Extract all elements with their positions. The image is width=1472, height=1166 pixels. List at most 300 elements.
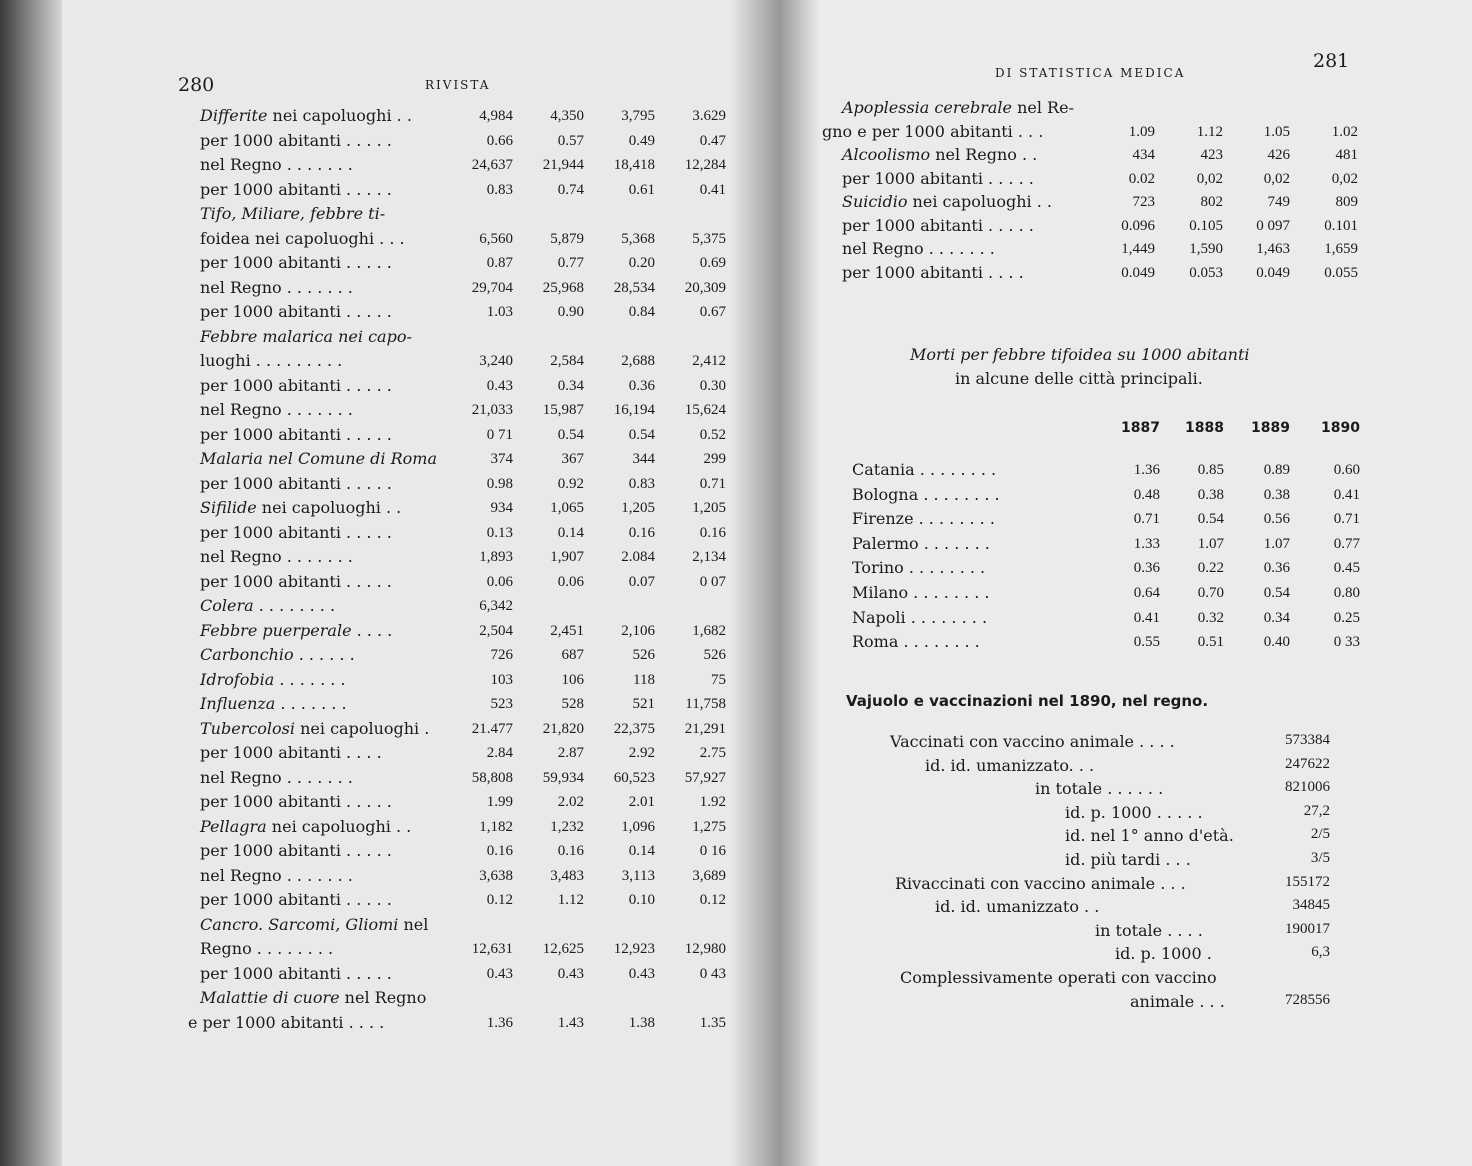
city-value: 0 33 bbox=[1333, 634, 1360, 651]
city-value: 0.71 bbox=[1333, 511, 1360, 528]
table-row bbox=[0, 790, 780, 814]
vaccination-value: 573384 bbox=[1285, 732, 1330, 748]
row-label: Tubercolosi nei capoluoghi . bbox=[200, 718, 430, 738]
row-label: per 1000 abitanti . . . . . bbox=[200, 375, 392, 395]
city-name: Milano . . . . . . . . bbox=[852, 583, 990, 602]
row-value: 0.54 bbox=[628, 426, 655, 443]
row-value: 0.06 bbox=[486, 573, 513, 590]
row-value: 1.35 bbox=[699, 1014, 726, 1031]
city-value: 0.54 bbox=[1263, 585, 1290, 601]
row-value: 2.084 bbox=[621, 549, 655, 565]
table-row bbox=[0, 300, 780, 324]
row-label: nel Regno . . . . . . . bbox=[200, 865, 353, 885]
table-row bbox=[0, 986, 780, 1010]
row-value: 723 bbox=[1132, 194, 1155, 210]
row-value: 1,275 bbox=[692, 818, 726, 835]
row-value: 3,483 bbox=[550, 867, 584, 884]
row-value: 0.34 bbox=[557, 377, 584, 394]
page-number-left: 280 bbox=[178, 74, 215, 96]
vaccination-line: Rivaccinati con vaccino animale . . . bbox=[895, 873, 1186, 893]
row-value: 802 bbox=[1200, 194, 1223, 210]
vaccination-value: 27,2 bbox=[1303, 802, 1330, 819]
row-value: 0.43 bbox=[557, 965, 584, 982]
row-value: 0.47 bbox=[699, 132, 726, 149]
row-label: nel Regno . . . . . . . bbox=[200, 277, 353, 297]
row-label: Cancro. Sarcomi, Gliomi nel bbox=[200, 914, 429, 934]
city-value: 0.54 bbox=[1197, 511, 1224, 528]
row-value: 58,808 bbox=[471, 769, 513, 786]
vaccination-heading: Vajuolo e vaccinazioni nel 1890, nel regno. bbox=[846, 692, 1209, 710]
city-value: 0.45 bbox=[1333, 560, 1360, 577]
vaccination-value: 34845 bbox=[1292, 897, 1330, 914]
vaccination-value: 728556 bbox=[1285, 991, 1330, 1008]
row-value: 2,134 bbox=[692, 549, 726, 565]
row-label: Regno . . . . . . . . bbox=[200, 939, 334, 958]
row-value: 5,368 bbox=[621, 230, 655, 247]
row-label: per 1000 abitanti . . . . . bbox=[200, 130, 392, 150]
row-value: 0 71 bbox=[486, 426, 513, 443]
row-value: 3,113 bbox=[621, 867, 655, 884]
city-value: 0.89 bbox=[1263, 462, 1290, 478]
row-value: 3,638 bbox=[479, 867, 513, 884]
row-value: 21,291 bbox=[684, 720, 726, 737]
row-value: 2,584 bbox=[550, 353, 584, 369]
row-value: 12,631 bbox=[471, 941, 513, 957]
city-value: 0.38 bbox=[1263, 486, 1290, 503]
table-row bbox=[0, 864, 780, 888]
row-value: 0.10 bbox=[628, 892, 655, 908]
year-header: 1888 bbox=[1185, 420, 1224, 436]
row-value: 0.43 bbox=[486, 377, 513, 394]
vaccination-line: id. p. 1000 . . . . . bbox=[1065, 802, 1203, 822]
row-value: 29,704 bbox=[471, 279, 513, 296]
row-value: 2,688 bbox=[621, 353, 655, 369]
row-label: per 1000 abitanti . . . . . bbox=[200, 473, 392, 493]
row-value: 0.77 bbox=[557, 255, 584, 271]
row-value: 103 bbox=[490, 671, 513, 688]
city-value: 0.41 bbox=[1333, 486, 1360, 503]
city-name: Roma . . . . . . . . bbox=[852, 632, 980, 652]
row-label: nel Regno . . . . . . . bbox=[200, 547, 353, 566]
row-value: 344 bbox=[632, 451, 655, 467]
row-value: 0.90 bbox=[557, 304, 584, 320]
row-value: 1,205 bbox=[621, 500, 655, 516]
row-value: 15,987 bbox=[542, 402, 584, 418]
row-value: 12,923 bbox=[613, 941, 655, 957]
row-value: 21,944 bbox=[542, 157, 584, 173]
row-value: 809 bbox=[1335, 194, 1358, 210]
row-value: 1,449 bbox=[1121, 241, 1155, 257]
row-value: 0.74 bbox=[557, 181, 584, 198]
city-name: Firenze . . . . . . . . bbox=[852, 509, 995, 529]
row-label: luoghi . . . . . . . . . bbox=[200, 351, 343, 370]
row-value: 726 bbox=[490, 647, 513, 663]
table-row bbox=[0, 668, 780, 692]
vaccination-line: Vaccinati con vaccino animale . . . . bbox=[890, 732, 1175, 751]
row-value: 0.61 bbox=[628, 181, 655, 198]
vaccination-line: animale . . . bbox=[1130, 991, 1225, 1011]
table-row bbox=[0, 717, 780, 741]
vaccination-value: 6,3 bbox=[1311, 944, 1330, 961]
row-label: nel Regno . . . . . . . bbox=[200, 767, 353, 787]
city-row bbox=[780, 458, 1472, 482]
table-row bbox=[0, 227, 780, 251]
row-value: 0.36 bbox=[628, 377, 655, 394]
table-row bbox=[0, 619, 780, 643]
vaccination-value: 247622 bbox=[1285, 755, 1330, 772]
vaccination-value: 2/5 bbox=[1310, 826, 1330, 843]
city-row bbox=[780, 630, 1472, 654]
page-number-right: 281 bbox=[1313, 50, 1350, 72]
year-header: 1887 bbox=[1121, 420, 1160, 436]
row-value: 528 bbox=[561, 696, 584, 712]
table-row bbox=[0, 570, 780, 594]
row-value: 1.43 bbox=[557, 1014, 584, 1031]
row-value: 0 07 bbox=[699, 573, 726, 590]
vaccination-line: in totale . . . . . . bbox=[1035, 779, 1164, 799]
row-value: 0.16 bbox=[628, 524, 655, 541]
row-label: per 1000 abitanti . . . . . bbox=[200, 841, 392, 860]
table-row bbox=[780, 96, 1472, 120]
row-label: Influenza . . . . . . . bbox=[200, 694, 347, 713]
table-row bbox=[0, 913, 780, 937]
table-row bbox=[780, 190, 1472, 214]
vaccination-value: 155172 bbox=[1285, 873, 1330, 890]
row-value: 523 bbox=[490, 696, 513, 712]
row-label: Febbre puerperale . . . . bbox=[200, 620, 393, 640]
row-label: Idrofobia . . . . . . . bbox=[200, 669, 346, 689]
row-value: 21,820 bbox=[542, 720, 584, 737]
city-value: 0.40 bbox=[1263, 634, 1290, 651]
city-value: 0.36 bbox=[1263, 560, 1290, 577]
table-row bbox=[0, 349, 780, 373]
city-name: Palermo . . . . . . . bbox=[852, 533, 990, 553]
row-value: 0.13 bbox=[486, 524, 513, 541]
row-value: 75 bbox=[711, 671, 726, 688]
row-value: 0.92 bbox=[557, 475, 584, 492]
table-row bbox=[0, 888, 780, 912]
vaccination-line: id. p. 1000 . bbox=[1115, 944, 1212, 964]
row-value: 1,205 bbox=[692, 500, 726, 516]
row-value: 0.055 bbox=[1324, 264, 1358, 281]
table-row bbox=[0, 521, 780, 545]
row-value: 0.02 bbox=[1128, 170, 1155, 187]
row-value: 434 bbox=[1132, 147, 1155, 163]
row-value: 1.02 bbox=[1331, 123, 1358, 140]
table-row bbox=[780, 261, 1472, 285]
row-value: 21.477 bbox=[471, 720, 513, 737]
row-value: 0.83 bbox=[628, 475, 655, 492]
row-label: per 1000 abitanti . . . . . bbox=[842, 168, 1034, 188]
row-value: 0.67 bbox=[699, 304, 726, 320]
row-value: 526 bbox=[703, 647, 726, 663]
city-value: 0.70 bbox=[1197, 585, 1224, 601]
row-value: 299 bbox=[703, 451, 726, 467]
row-value: 57,927 bbox=[684, 769, 726, 786]
city-value: 0.34 bbox=[1263, 609, 1290, 626]
row-value: 0.096 bbox=[1121, 217, 1155, 234]
city-value: 0.77 bbox=[1333, 535, 1360, 552]
row-value: 0.30 bbox=[699, 377, 726, 394]
table-row bbox=[0, 594, 780, 618]
row-value: 3,240 bbox=[479, 353, 513, 369]
row-value: 106 bbox=[561, 671, 584, 688]
row-label: e per 1000 abitanti . . . . bbox=[188, 1012, 385, 1032]
row-value: 0.69 bbox=[699, 255, 726, 271]
row-value: 0.14 bbox=[557, 524, 584, 541]
row-value: 1,182 bbox=[479, 818, 513, 835]
row-value: 12,284 bbox=[684, 157, 726, 173]
row-value: 1,590 bbox=[1189, 241, 1223, 257]
row-value: 118 bbox=[633, 671, 655, 688]
row-value: 0,02 bbox=[1331, 170, 1358, 187]
vaccination-value: 3/5 bbox=[1310, 850, 1330, 866]
row-value: 1.92 bbox=[699, 794, 726, 810]
row-value: 1.09 bbox=[1128, 123, 1155, 140]
row-value: 0.16 bbox=[699, 524, 726, 541]
row-value: 2,504 bbox=[479, 622, 513, 639]
row-value: 0.41 bbox=[699, 181, 726, 198]
row-value: 1.12 bbox=[557, 892, 584, 908]
row-value: 0.07 bbox=[628, 573, 655, 590]
table-row bbox=[0, 325, 780, 349]
row-value: 3,795 bbox=[621, 108, 655, 124]
row-value: 0.84 bbox=[628, 304, 655, 320]
row-value: 0.049 bbox=[1121, 264, 1155, 281]
row-value: 0.16 bbox=[486, 843, 513, 859]
row-value: 0.12 bbox=[486, 892, 513, 908]
row-label: Tifo, Miliare, febbre ti- bbox=[200, 204, 386, 223]
row-label: Colera . . . . . . . . bbox=[200, 596, 336, 615]
row-label: Pellagra nei capoluoghi . . bbox=[200, 816, 412, 836]
city-value: 1.33 bbox=[1133, 535, 1160, 552]
table-row bbox=[0, 398, 780, 422]
table-row bbox=[0, 178, 780, 202]
city-value: 0.25 bbox=[1333, 609, 1360, 626]
row-label: per 1000 abitanti . . . . . bbox=[200, 571, 392, 591]
row-value: 0.66 bbox=[486, 132, 513, 149]
row-value: 426 bbox=[1267, 147, 1290, 163]
row-value: 12,980 bbox=[684, 941, 726, 957]
city-value: 0.22 bbox=[1197, 560, 1224, 577]
row-value: 0.87 bbox=[486, 255, 513, 271]
row-value: 4,984 bbox=[479, 108, 513, 124]
row-value: 749 bbox=[1267, 194, 1290, 210]
table-row bbox=[780, 237, 1472, 261]
row-value: 1,096 bbox=[621, 818, 655, 835]
row-value: 1,893 bbox=[479, 549, 513, 565]
table-row bbox=[0, 251, 780, 275]
year-header: 1889 bbox=[1251, 420, 1290, 436]
row-value: 2.92 bbox=[628, 745, 655, 761]
row-value: 25,968 bbox=[542, 279, 584, 296]
row-value: 0.49 bbox=[628, 132, 655, 149]
row-value: 2.87 bbox=[557, 745, 584, 761]
vaccination-line: id. id. umanizzato . . bbox=[935, 897, 1100, 917]
row-value: 1,682 bbox=[692, 622, 726, 639]
row-value: 0,02 bbox=[1196, 170, 1223, 187]
row-value: 2.75 bbox=[699, 745, 726, 761]
row-label: Malaria nel Comune di Roma bbox=[200, 449, 437, 468]
row-value: 2.01 bbox=[628, 794, 655, 810]
running-head-right: DI STATISTICA MEDICA bbox=[995, 66, 1186, 80]
row-value: 367 bbox=[561, 451, 584, 467]
table-row bbox=[780, 214, 1472, 238]
row-value: 1,065 bbox=[550, 500, 584, 516]
table-row bbox=[0, 447, 780, 471]
row-label: per 1000 abitanti . . . . . bbox=[200, 792, 392, 811]
row-value: 687 bbox=[561, 647, 584, 663]
row-value: 0 43 bbox=[699, 965, 726, 982]
row-value: 934 bbox=[490, 500, 513, 516]
row-label: per 1000 abitanti . . . . bbox=[842, 262, 1024, 282]
row-value: 2,106 bbox=[621, 622, 655, 639]
row-label: per 1000 abitanti . . . . bbox=[200, 743, 382, 762]
row-value: 0.101 bbox=[1324, 217, 1358, 234]
city-row bbox=[780, 507, 1472, 531]
row-label: nel Regno . . . . . . . bbox=[842, 239, 995, 258]
row-value: 3.629 bbox=[692, 108, 726, 124]
city-name: Catania . . . . . . . . bbox=[852, 460, 997, 479]
row-value: 374 bbox=[490, 451, 513, 467]
row-value: 5,375 bbox=[692, 230, 726, 247]
vaccination-line: in totale . . . . bbox=[1095, 920, 1203, 940]
table-row bbox=[0, 839, 780, 863]
row-value: 18,418 bbox=[613, 157, 655, 173]
row-label: Differite nei capoluoghi . . bbox=[200, 106, 412, 125]
row-label: per 1000 abitanti . . . . . bbox=[200, 179, 392, 199]
city-value: 0.51 bbox=[1197, 634, 1224, 651]
city-value: 1.07 bbox=[1197, 535, 1224, 552]
row-value: 481 bbox=[1335, 147, 1358, 163]
row-value: 20,309 bbox=[684, 279, 726, 296]
row-value: 60,523 bbox=[613, 769, 655, 786]
city-value: 0.80 bbox=[1333, 585, 1360, 601]
city-name: Bologna . . . . . . . . bbox=[852, 484, 1000, 504]
row-value: 0.54 bbox=[557, 426, 584, 443]
row-value: 21,033 bbox=[471, 402, 513, 418]
row-value: 0.52 bbox=[699, 426, 726, 443]
table-row bbox=[780, 167, 1472, 191]
row-value: 521 bbox=[632, 696, 655, 712]
row-label: per 1000 abitanti . . . . . bbox=[200, 522, 392, 542]
city-value: 0.48 bbox=[1133, 486, 1160, 503]
row-value: 1.38 bbox=[628, 1014, 655, 1031]
row-label: nel Regno . . . . . . . bbox=[200, 155, 353, 174]
vaccination-line: Complessivamente operati con vaccino bbox=[900, 968, 1217, 987]
row-label: nel Regno . . . . . . . bbox=[200, 400, 353, 419]
row-value: 1,659 bbox=[1324, 241, 1358, 257]
city-row bbox=[780, 581, 1472, 605]
row-label: per 1000 abitanti . . . . . bbox=[842, 215, 1034, 235]
row-value: 28,534 bbox=[613, 279, 655, 296]
row-value: 1,907 bbox=[550, 549, 584, 565]
row-value: 11,758 bbox=[685, 696, 726, 712]
row-value: 59,934 bbox=[542, 769, 584, 786]
city-value: 0.38 bbox=[1197, 486, 1224, 503]
row-value: 2,412 bbox=[692, 353, 726, 369]
row-value: 0 097 bbox=[1256, 217, 1290, 234]
row-value: 0.049 bbox=[1256, 264, 1290, 281]
right-page bbox=[780, 0, 1472, 1166]
row-value: 0 16 bbox=[699, 843, 726, 859]
city-value: 0.64 bbox=[1133, 585, 1160, 601]
table-row bbox=[0, 496, 780, 520]
year-header: 1890 bbox=[1321, 420, 1360, 436]
city-value: 0.56 bbox=[1263, 511, 1290, 528]
row-value: 15,624 bbox=[684, 402, 726, 418]
row-value: 5,879 bbox=[550, 230, 584, 247]
row-value: 0.98 bbox=[486, 475, 513, 492]
row-value: 0.43 bbox=[486, 965, 513, 982]
row-value: 3,689 bbox=[692, 867, 726, 884]
row-label: Carbonchio . . . . . . bbox=[200, 645, 355, 664]
city-value: 1.07 bbox=[1263, 535, 1290, 552]
table-row bbox=[0, 129, 780, 153]
row-value: 1.03 bbox=[486, 304, 513, 320]
row-label: per 1000 abitanti . . . . . bbox=[200, 424, 392, 444]
vaccination-value: 821006 bbox=[1285, 779, 1330, 796]
vaccination-line: id. nel 1° anno d'età. bbox=[1065, 826, 1234, 846]
row-value: 12,625 bbox=[542, 941, 584, 957]
table-row bbox=[0, 962, 780, 986]
row-value: 1,232 bbox=[550, 818, 584, 835]
running-head-left: RIVISTA bbox=[425, 78, 491, 92]
table-row bbox=[0, 545, 780, 569]
table-row bbox=[0, 374, 780, 398]
row-value: 0.14 bbox=[628, 843, 655, 859]
row-value: 1.05 bbox=[1263, 123, 1290, 140]
row-value: 16,194 bbox=[613, 402, 655, 418]
row-value: 526 bbox=[632, 647, 655, 663]
table-row bbox=[0, 643, 780, 667]
row-value: 0.06 bbox=[557, 573, 584, 590]
row-value: 6,560 bbox=[479, 230, 513, 247]
row-value: 0.12 bbox=[699, 892, 726, 908]
row-value: 0.20 bbox=[628, 255, 655, 271]
table-row bbox=[0, 104, 780, 128]
city-name: Napoli . . . . . . . . bbox=[852, 607, 988, 627]
row-label: Alcoolismo nel Regno . . bbox=[842, 145, 1038, 164]
typhoid-caption-line1: Morti per febbre tifoidea su 1000 abitanti bbox=[910, 345, 1250, 364]
city-row bbox=[780, 532, 1472, 556]
table-row bbox=[0, 472, 780, 496]
row-label: per 1000 abitanti . . . . . bbox=[200, 890, 392, 909]
table-row bbox=[780, 120, 1472, 144]
row-value: 0.71 bbox=[699, 475, 726, 492]
city-value: 0.36 bbox=[1133, 560, 1160, 577]
table-row bbox=[0, 1011, 780, 1035]
row-value: 0.105 bbox=[1189, 217, 1223, 234]
row-value: 0.053 bbox=[1189, 264, 1223, 281]
city-row bbox=[780, 483, 1472, 507]
city-value: 0.32 bbox=[1197, 609, 1224, 626]
row-label: foidea nei capoluoghi . . . bbox=[200, 228, 405, 248]
row-label: per 1000 abitanti . . . . . bbox=[200, 963, 392, 983]
row-value: 2.84 bbox=[486, 745, 513, 761]
city-name: Torino . . . . . . . . bbox=[852, 558, 986, 578]
row-label: per 1000 abitanti . . . . . bbox=[200, 253, 392, 272]
row-value: 2,451 bbox=[550, 622, 584, 639]
table-row bbox=[0, 692, 780, 716]
row-label: gno e per 1000 abitanti . . . bbox=[822, 121, 1044, 141]
row-value: 0.16 bbox=[557, 843, 584, 859]
city-value: 0.60 bbox=[1333, 462, 1360, 478]
row-label: per 1000 abitanti . . . . . bbox=[200, 302, 392, 321]
row-label: Suicidio nei capoluoghi . . bbox=[842, 192, 1052, 211]
vaccination-line: id. id. umanizzato. . . bbox=[925, 755, 1095, 775]
row-label: Febbre malarica nei capo- bbox=[200, 326, 412, 346]
